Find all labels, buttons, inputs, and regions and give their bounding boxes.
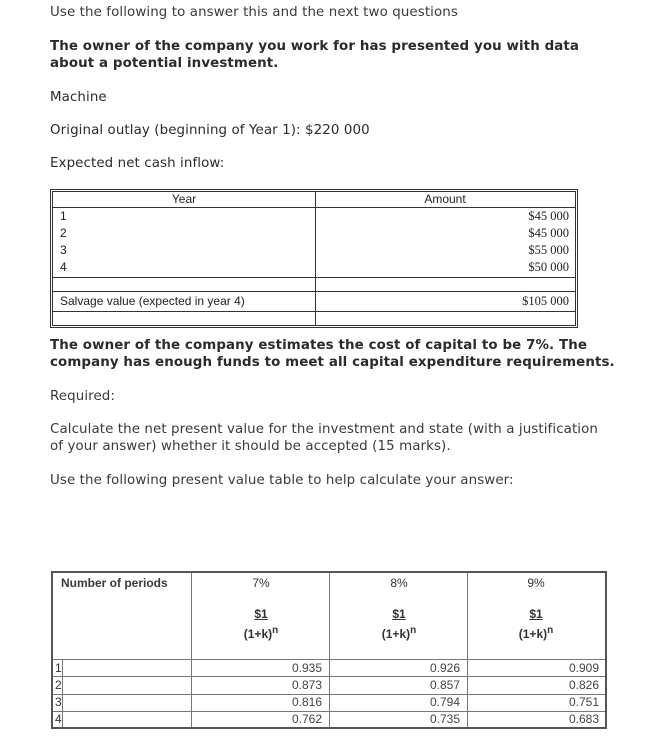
year-cell: 3 bbox=[60, 243, 67, 257]
intro-text: Use the following to answer this and the next two questions bbox=[50, 5, 458, 20]
pv-cell: 0.926 bbox=[429, 661, 460, 675]
cost-capital-text: The owner of the company estimates the cost of capital to be 7%. The company has enough funds to meet all capital expenditure requirements. bbox=[50, 338, 615, 370]
outlay-text: Original outlay (beginning of Year 1): $220 000 bbox=[50, 123, 370, 138]
present-value-table bbox=[51, 571, 607, 729]
pv-cell: 0.683 bbox=[568, 712, 599, 726]
pv-cell: 0.826 bbox=[568, 678, 599, 692]
periods-header: Number of periods bbox=[61, 576, 168, 590]
amount-cell: $50 000 bbox=[528, 260, 569, 274]
machine-label: Machine bbox=[50, 90, 107, 105]
pv-cell: 0.735 bbox=[429, 712, 460, 726]
denominator-9: $(1+k)^n$ bbox=[518, 625, 554, 641]
amount-cell: $45 000 bbox=[528, 226, 569, 240]
required-label: Required: bbox=[50, 389, 116, 404]
pv-cell: 0.873 bbox=[291, 678, 322, 692]
period-cell: 1 bbox=[55, 661, 62, 675]
numerator-8: $1 bbox=[392, 607, 406, 621]
rate-header-7: 7% bbox=[252, 576, 270, 590]
numerator-7: $1 bbox=[254, 607, 268, 621]
period-cell: 2 bbox=[55, 678, 62, 692]
amount-cell: $55 000 bbox=[528, 243, 569, 257]
pv-cell: 0.909 bbox=[568, 661, 599, 675]
denominator-7: $(1+k)^n$ bbox=[243, 625, 279, 641]
pv-cell: 0.935 bbox=[291, 661, 322, 675]
year-cell: 1 bbox=[60, 209, 67, 223]
pv-cell: 0.762 bbox=[291, 712, 322, 726]
salvage-amount: $105 000 bbox=[522, 294, 569, 308]
inflow-label: Expected net cash inflow: bbox=[50, 156, 225, 171]
task-text: Calculate the net present value for the investment and state (with a justification of your answer) whether it should be accepted (15 marks). bbox=[50, 422, 599, 454]
denominator-8: $(1+k)^n$ bbox=[381, 625, 417, 641]
year-cell: 2 bbox=[60, 226, 67, 240]
period-cell: 3 bbox=[55, 695, 62, 709]
use-table-text: Use the following present value table to help calculate your answer: bbox=[50, 473, 514, 488]
rate-header-8: 8% bbox=[390, 576, 408, 590]
cash-inflow-table bbox=[50, 189, 578, 328]
owner-text: The owner of the company you work for has presented you with data about a potential investment. bbox=[50, 39, 580, 71]
numerator-9: $1 bbox=[529, 607, 543, 621]
period-cell: 4 bbox=[55, 712, 62, 726]
pv-cell: 0.816 bbox=[291, 695, 322, 709]
rate-header-9: 9% bbox=[527, 576, 545, 590]
year-cell: 4 bbox=[60, 260, 67, 274]
year-header: Year bbox=[171, 192, 197, 206]
pv-cell: 0.857 bbox=[429, 678, 460, 692]
amount-cell: $45 000 bbox=[528, 209, 569, 223]
pv-cell: 0.794 bbox=[429, 695, 460, 709]
salvage-label: Salvage value (expected in year 4) bbox=[60, 294, 245, 308]
amount-header: Amount bbox=[424, 192, 466, 206]
pv-cell: 0.751 bbox=[568, 695, 599, 709]
